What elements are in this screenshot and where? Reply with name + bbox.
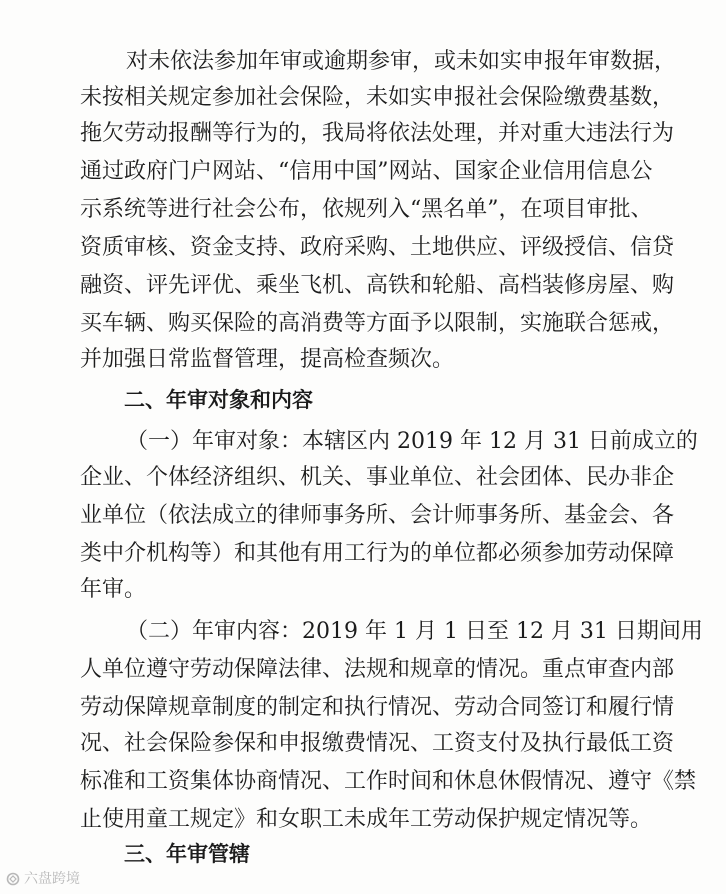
text-line: （二）年审内容：2019 年 1 月 1 日至 12 月 31 日期间用 <box>126 619 703 644</box>
text-line: 买车辆、购买保险的高消费等方面予以限制，实施联合惩戒， <box>80 311 675 336</box>
text-line: 资质审核、资金支持、政府采购、土地供应、评级授信、信贷 <box>80 235 675 260</box>
text-line: 拖欠劳动报酬等行为的，我局将依法处理，并对重大违法行为 <box>80 121 675 146</box>
text-line: 况、社会保险参保和申报缴费情况、工资支付及执行最低工资 <box>80 731 675 756</box>
section-heading: 二、年审对象和内容 <box>124 388 313 412</box>
text-line: 企业、个体经济组织、机关、事业单位、社会团体、民办非企 <box>80 465 675 490</box>
text-line: 示系统等进行社会公布，依规列入“黑名单”，在项目审批、 <box>80 197 653 222</box>
text-line: 类中介机构等）和其他有用工行为的单位都必须参加劳动保障 <box>80 541 675 566</box>
text-line: 未按相关规定参加社会保险，未如实申报社会保险缴费基数， <box>80 85 675 110</box>
text-line: 标准和工资集体协商情况、工作时间和休息休假情况、遵守《禁 <box>80 769 697 794</box>
text-line: （一）年审对象：本辖区内 2019 年 12 月 31 日前成立的 <box>126 429 698 454</box>
text-line: 劳动保障规章制度的制定和执行情况、劳动合同签订和履行情 <box>80 695 675 720</box>
text-line: 通过政府门户网站、“信用中国”网站、国家企业信用信息公 <box>80 159 653 184</box>
text-line: 对未依法参加年审或逾期参审，或未如实申报年审数据， <box>126 49 677 74</box>
text-line: 业单位（依法成立的律师事务所、会计师事务所、基金会、各 <box>80 503 675 528</box>
watermark-logo-icon <box>6 872 20 886</box>
text-line: 年审。 <box>80 577 147 602</box>
text-line: 融资、评先评优、乘坐飞机、高铁和轮船、高档装修房屋、购 <box>80 273 675 298</box>
section-heading: 三、年审管辖 <box>124 842 250 866</box>
text-line: 止使用童工规定》和女职工未成年工劳动保护规定情况等。 <box>80 807 653 832</box>
text-line: 并加强日常监督管理，提高检查频次。 <box>80 347 455 372</box>
watermark-text: 六盘跨境 <box>24 871 80 887</box>
text-line: 人单位遵守劳动保障法律、法规和规章的情况。重点审查内部 <box>80 657 675 682</box>
watermark <box>6 870 80 888</box>
